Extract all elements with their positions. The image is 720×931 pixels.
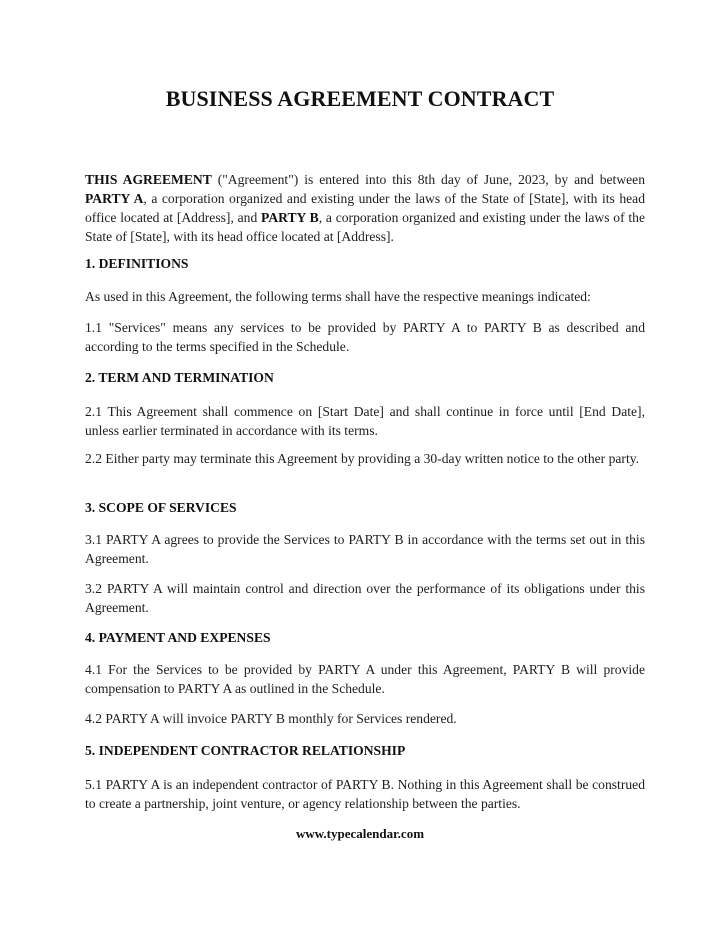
- section-heading-contractor: 5. INDEPENDENT CONTRACTOR RELATIONSHIP: [85, 743, 406, 758]
- section-paragraph: As used in this Agreement, the following terms shall have the respective meanings indicated:: [85, 289, 591, 304]
- section-paragraph: 1.1 "Services" means any services to be provided by PARTY A to PARTY B as described and according to the terms specified in the Schedule.: [85, 320, 645, 354]
- section-paragraph: 4.2 PARTY A will invoice PARTY B monthly for Services rendered.: [85, 711, 457, 726]
- intro-mid: , a corporation organized and existing under the laws of the State of [State], with its head office located at [Address], and: [85, 191, 646, 225]
- party-b-name: PARTY B: [261, 210, 319, 225]
- party-a-name: PARTY A: [85, 191, 144, 206]
- intro-paragraph: [85, 170, 645, 246]
- section-paragraph: 3.1 PARTY A agrees to provide the Services to PARTY B in accordance with the terms set out in this Agreement.: [85, 532, 645, 566]
- intro-lead: THIS AGREEMENT: [85, 172, 212, 187]
- section-heading-term-termination: 2. TERM AND TERMINATION: [85, 370, 274, 385]
- section-heading-payment: 4. PAYMENT AND EXPENSES: [85, 630, 271, 645]
- section-heading-scope: 3. SCOPE OF SERVICES: [85, 500, 237, 515]
- intro-tail: , a corporation organized and existing under the laws of the State of [State], with its head office located at [Address].: [85, 210, 646, 244]
- footer-website: www.typecalendar.com: [295, 826, 425, 841]
- section-paragraph: 5.1 PARTY A is an independent contractor of PARTY B. Nothing in this Agreement shall be construed to create a partnership, joint venture, or agency relationship between the parties.: [85, 777, 645, 811]
- section-paragraph: 3.2 PARTY A will maintain control and direction over the performance of its obligations under this Agreement.: [85, 581, 645, 615]
- section-paragraph: 4.1 For the Services to be provided by PARTY A under this Agreement, PARTY B will provide compensation to PARTY A as outlined in the Schedule.: [85, 662, 645, 696]
- intro-lead-rest: ("Agreement") is entered into this 8th day of June, 2023, by and between: [211, 172, 645, 187]
- section-paragraph: 2.1 This Agreement shall commence on [Start Date] and shall continue in force until [End Date], unless earlier terminated in accordance with its terms.: [85, 404, 645, 438]
- section-heading-definitions: 1. DEFINITIONS: [85, 256, 189, 271]
- section-paragraph: 2.2 Either party may terminate this Agreement by providing a 30-day written notice to the other party.: [85, 451, 640, 466]
- document-title: BUSINESS AGREEMENT CONTRACT: [165, 86, 555, 111]
